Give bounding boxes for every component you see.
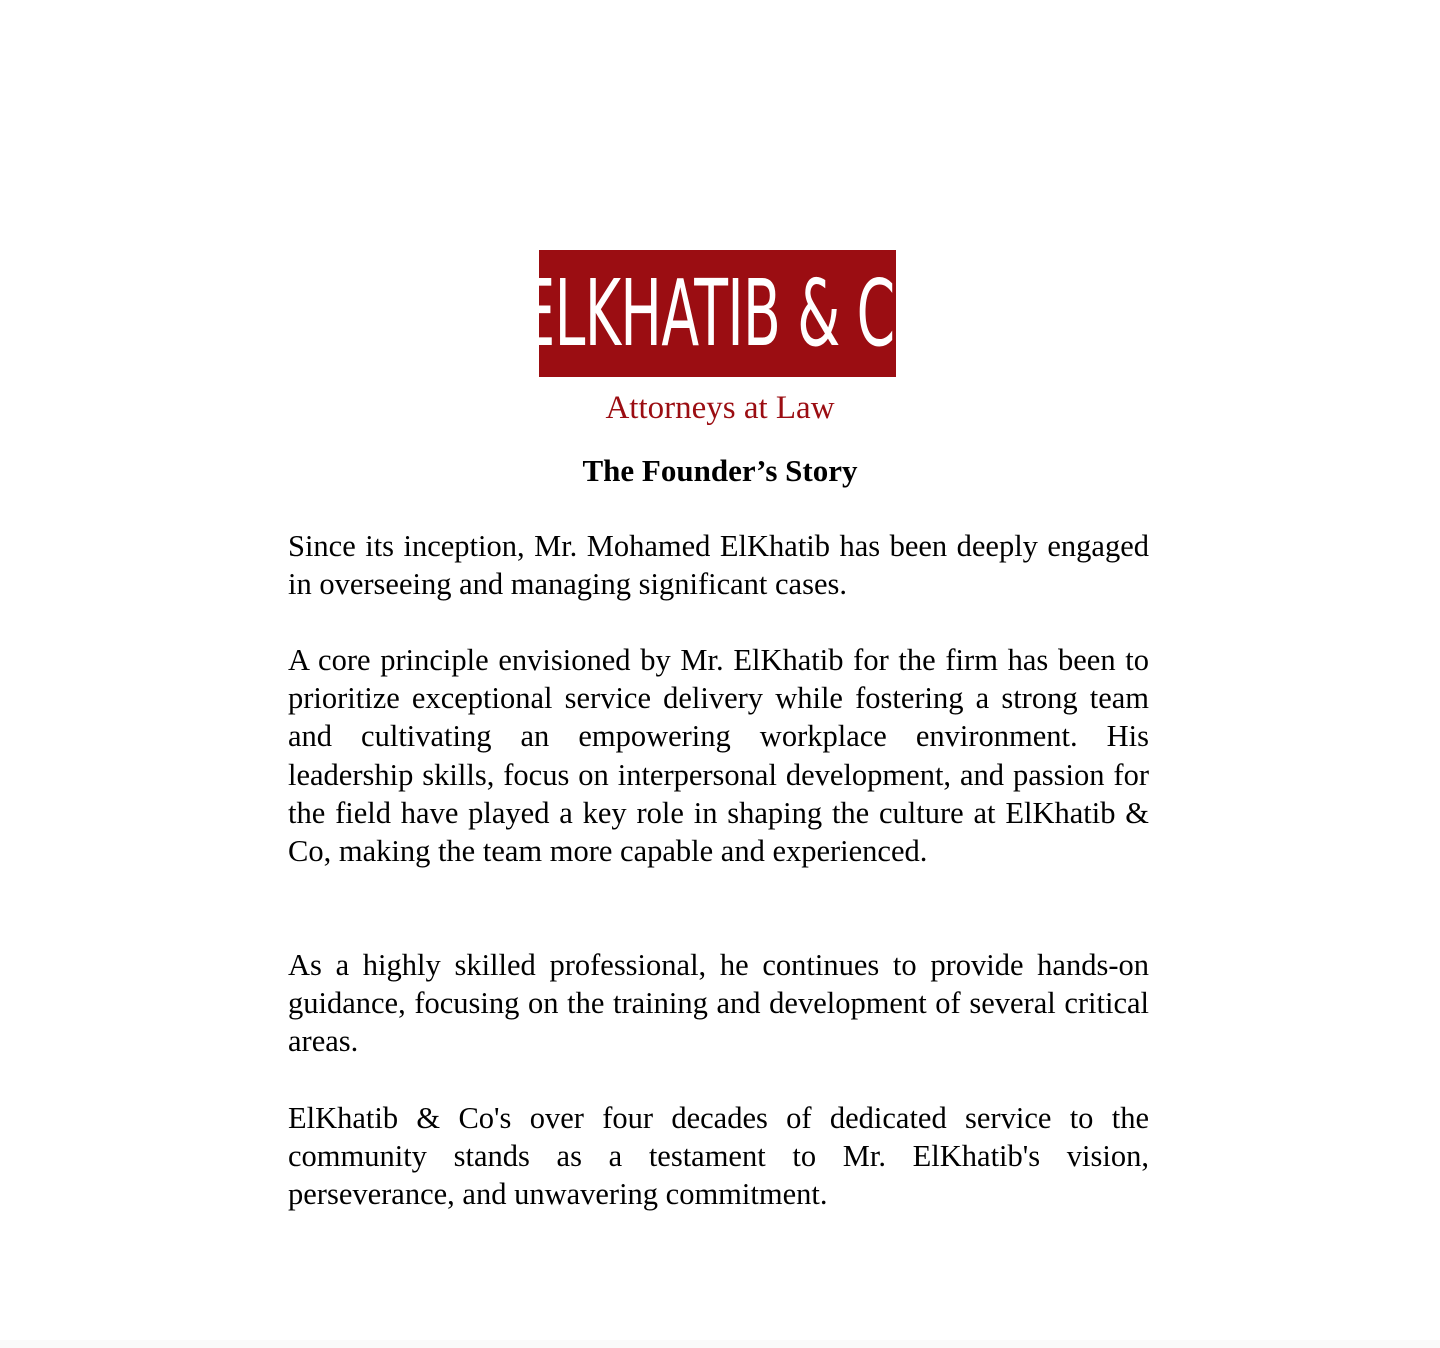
- logo-wordmark: [520, 250, 938, 377]
- paragraph-2: A core principle envisioned by Mr. ElKhatib for the firm has been to prioritize exceptional service delivery while fostering a strong team and cultivating an empowering workplace environment. His leadership skills, focus on interpersonal development, and passion for the field have played a key role in shaping the culture at ElKhatib & Co, making the team more capable and experienced.: [288, 643, 1149, 869]
- firm-tagline: Attorneys at Law: [605, 390, 835, 426]
- paragraph-3: As a highly skilled professional, he continues to provide hands-on guidance, focusing on the training and development of several critical areas.: [288, 948, 1149, 1059]
- logo-wordmark-text: ELKHATIB & CO: [520, 260, 938, 367]
- page-bottom-edge: [0, 1340, 1440, 1348]
- paragraph-4: ElKhatib & Co's over four decades of dedicated service to the community stands as a testament to Mr. ElKhatib's vision, perseverance, and unwavering commitment.: [288, 1101, 1149, 1212]
- firm-logo: [520, 250, 938, 377]
- page-title: The Founder’s Story: [582, 453, 858, 488]
- paragraph-1: Since its inception, Mr. Mohamed ElKhatib has been deeply engaged in overseeing and managing significant cases.: [288, 529, 1149, 602]
